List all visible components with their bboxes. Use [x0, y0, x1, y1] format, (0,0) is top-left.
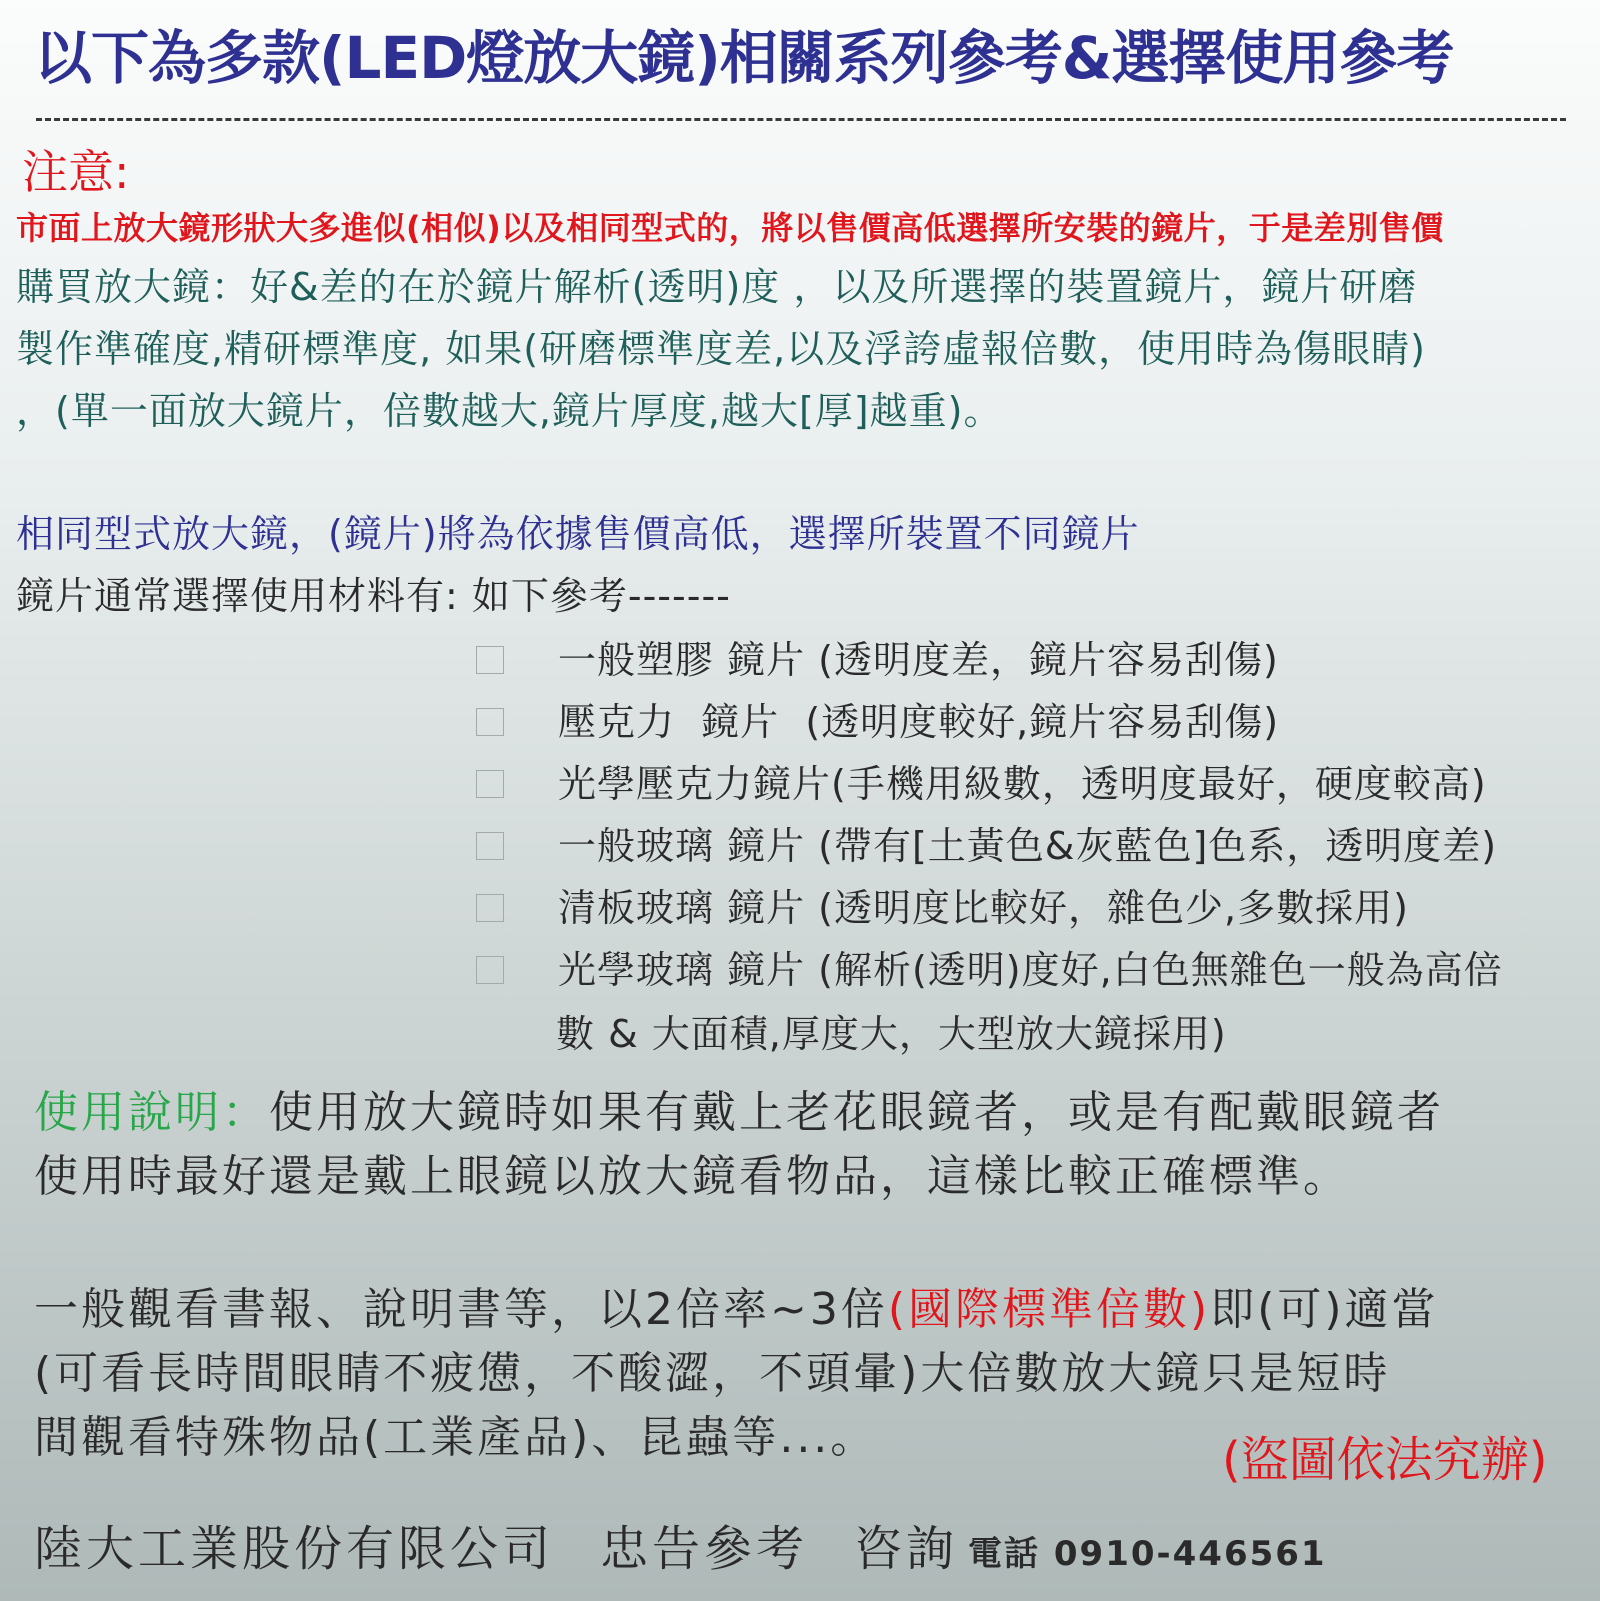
notice-line-1: 購買放大鏡：好&差的在於鏡片解析(透明)度 ，以及所選擇的裝置鏡片，鏡片研磨	[16, 265, 1418, 309]
usage-line-1	[34, 1082, 1444, 1144]
dashed-divider	[36, 118, 1566, 121]
usage-text-1: 使用放大鏡時如果有戴上老花眼鏡者，或是有配戴眼鏡者	[269, 1087, 1444, 1138]
notice-heading: 注意:	[22, 145, 130, 199]
general-line-3: 間觀看特殊物品(工業產品)、昆蟲等...。	[34, 1412, 878, 1463]
checkbox-icon	[476, 708, 504, 736]
copyright-warning: (盜圖依法究辦)	[1222, 1432, 1548, 1488]
usage-line-2: 使用時最好還是戴上眼鏡以放大鏡看物品，這樣比較正確標準。	[34, 1151, 1350, 1202]
usage-label: 使用說明：	[34, 1087, 269, 1138]
material-option	[476, 878, 1409, 938]
standard-multiplier-note: (國際標準倍數)	[887, 1284, 1211, 1335]
material-label: 壓克力 鏡片 (透明度較好,鏡片容易刮傷)	[558, 700, 1280, 744]
material-label: 光學壓克力鏡片(手機用級數，透明度最好，硬度較高)	[558, 762, 1487, 806]
material-continuation: 數 & 大面積,厚度大，大型放大鏡採用)	[556, 1012, 1227, 1056]
general-text-pre: 一般觀看書報、說明書等，以2倍率~3倍	[34, 1284, 888, 1335]
material-option	[476, 754, 1487, 814]
notice-red-line: 市面上放大鏡形狀大多進似(相似)以及相同型式的，將以售價高低選擇所安裝的鏡片，于是差別售價	[16, 209, 1444, 247]
notice-line-2: 製作準確度,精研標準度, 如果(研磨標準度差,以及浮誇虛報倍數，使用時為傷眼睛)	[16, 327, 1426, 371]
material-option	[476, 940, 1503, 1000]
advice-label: 忠告參考	[600, 1521, 809, 1577]
checkbox-icon	[476, 956, 504, 984]
consult-label: 咨詢	[854, 1521, 959, 1577]
general-line-2: (可看長時間眼睛不疲憊，不酸澀，不頭暈)大倍數放大鏡只是短時	[34, 1348, 1391, 1399]
checkbox-icon	[476, 646, 504, 674]
material-option	[476, 692, 1279, 752]
company-name: 陸大工業股份有限公司	[34, 1521, 555, 1577]
footer	[34, 1516, 1327, 1587]
notice-line-3: ，(單一面放大鏡片，倍數越大,鏡片厚度,越大[厚]越重)。	[16, 389, 1003, 433]
material-label: 一般塑膠 鏡片 (透明度差，鏡片容易刮傷)	[558, 638, 1279, 682]
material-label: 光學玻璃 鏡片 (解析(透明)度好,白色無雜色一般為高倍	[558, 948, 1503, 992]
checkbox-icon	[476, 832, 504, 860]
page-title: 以下為多款(LED燈放大鏡)相關系列參考&選擇使用參考	[34, 24, 1454, 92]
materials-intro: 鏡片通常選擇使用材料有: 如下參考-------	[16, 574, 731, 618]
material-label: 一般玻璃 鏡片 (帶有[土黃色&灰藍色]色系，透明度差)	[558, 824, 1498, 868]
general-line-1	[34, 1278, 1439, 1342]
phone-number: 電話 0910-446561	[968, 1534, 1327, 1574]
material-option	[476, 816, 1497, 876]
general-text-post: 即(可)適當	[1210, 1284, 1439, 1335]
material-option	[476, 630, 1279, 690]
checkbox-icon	[476, 894, 504, 922]
material-label: 清板玻璃 鏡片 (透明度比較好，雜色少,多數採用)	[558, 886, 1409, 930]
checkbox-icon	[476, 770, 504, 798]
same-type-line: 相同型式放大鏡，(鏡片)將為依據售價高低，選擇所裝置不同鏡片	[16, 512, 1140, 556]
